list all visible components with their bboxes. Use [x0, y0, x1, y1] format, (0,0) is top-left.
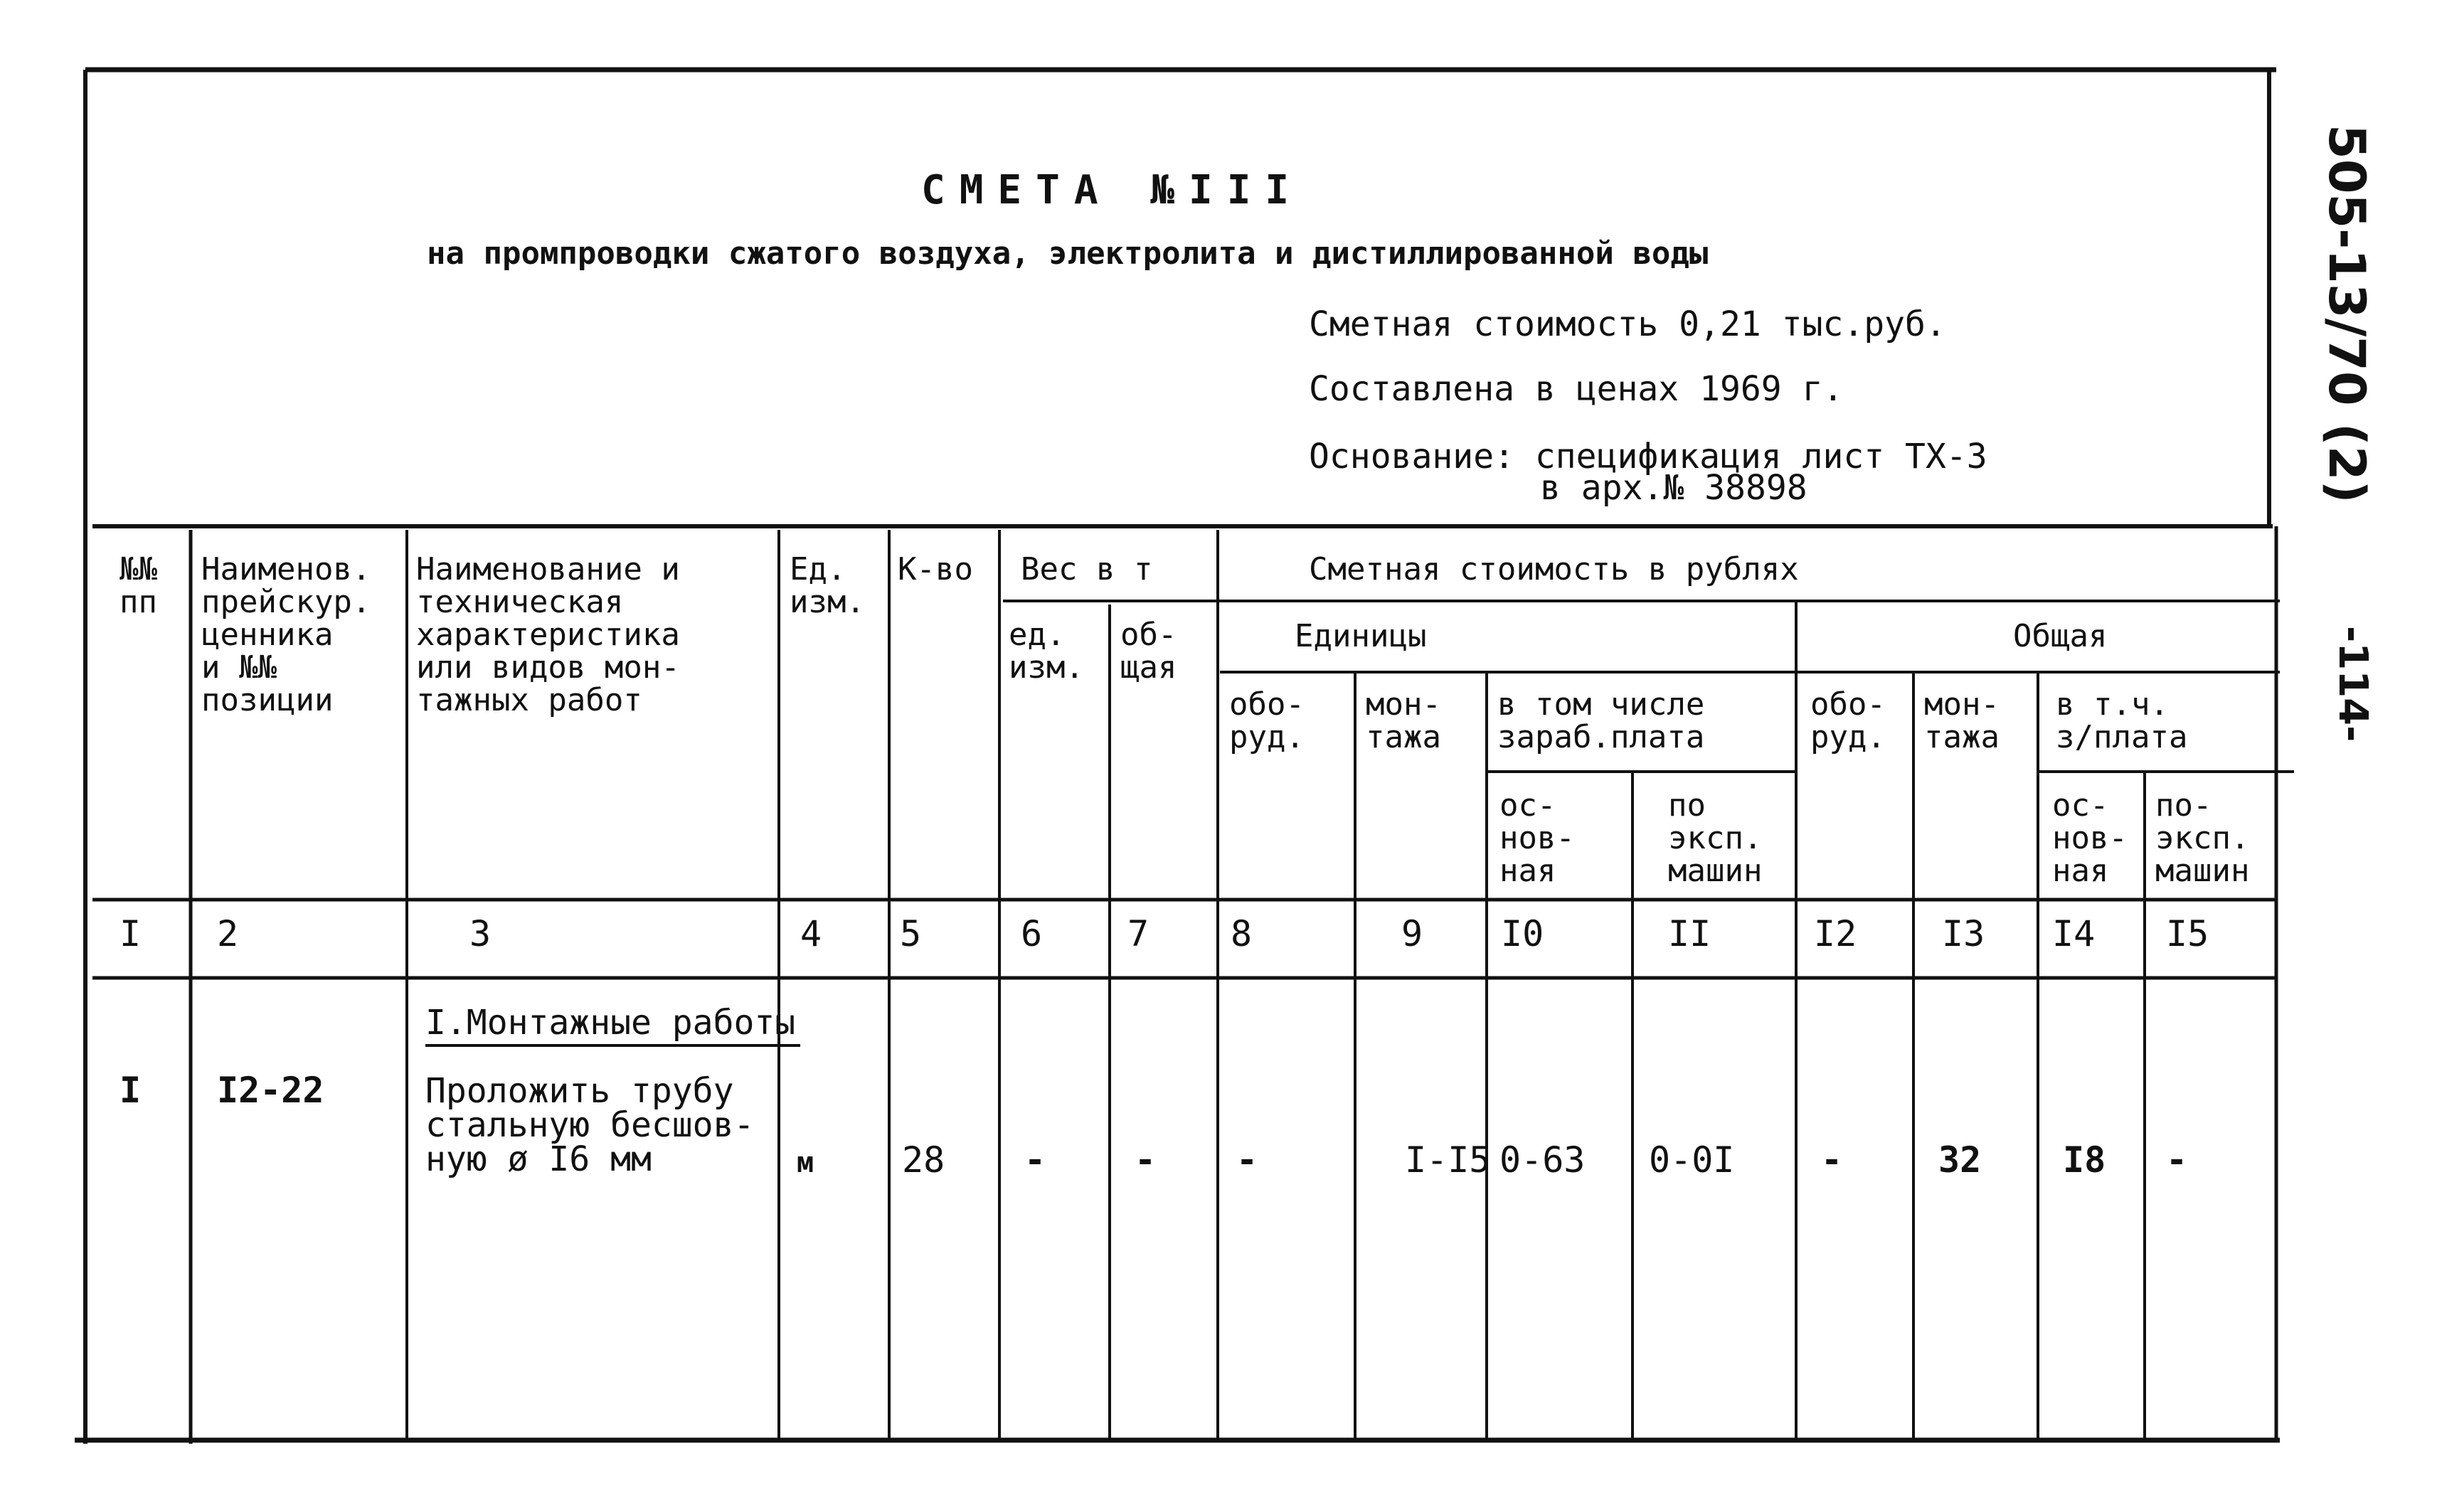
row-total-wage-base: I8: [2063, 1139, 2106, 1181]
header-wage-total-group: в т.ч. з/плата: [2056, 686, 2188, 755]
header-col-8: обо- руд.: [1229, 686, 1305, 755]
header-col-10: ос- нов- ная: [1499, 787, 1575, 889]
row-number: I: [120, 1070, 142, 1111]
header-wage-group: в том числе зараб.плата: [1497, 686, 1705, 755]
header-col-13: мон- тажа: [1924, 686, 2000, 755]
row-unit-equipment: -: [1236, 1139, 1258, 1181]
header-col-11: по эксп. машин: [1668, 787, 1763, 889]
row-total-wage-machines: -: [2166, 1139, 2188, 1181]
row-weight-total: -: [1135, 1139, 1157, 1181]
header-col-2: Наименов. прейскур. ценника и №№ позиции: [201, 551, 371, 718]
column-number-12: I2: [1814, 913, 1857, 954]
header-col-6: ед. изм.: [1009, 617, 1084, 686]
basis-line-2: в арх.№ 38898: [1540, 468, 1807, 508]
page-number: -114-: [2330, 626, 2376, 742]
price-basis: Составлена в ценах 1969 г.: [1309, 369, 1844, 409]
column-number-11: II: [1668, 913, 1711, 954]
column-number-10: I0: [1501, 913, 1544, 954]
document-title: СМЕТА №III: [921, 167, 1304, 213]
row-unit-wage-machines: 0-0I: [1649, 1139, 1735, 1181]
header-cost-group: Сметная стоимость в рублях: [1309, 551, 1799, 587]
column-number-7: 7: [1127, 913, 1150, 954]
header-unit-group: Единицы: [1295, 618, 1427, 654]
column-number-2: 2: [217, 913, 239, 954]
row-total-equipment: -: [1821, 1139, 1843, 1181]
row-price-code: I2-22: [217, 1070, 324, 1111]
column-number-1: I: [120, 913, 142, 954]
basis-line-1: Основание: спецификация лист ТХ-3: [1309, 437, 1987, 477]
header-col-1: №№ пп: [120, 551, 157, 620]
estimated-cost: Сметная стоимость 0,21 тыс.руб.: [1309, 304, 1946, 344]
header-col-9: мон- тажа: [1366, 686, 1441, 755]
header-col-14: ос- нов- ная: [2052, 787, 2128, 889]
column-number-6: 6: [1021, 913, 1043, 954]
column-number-3: 3: [469, 913, 492, 954]
section-title: I.Монтажные работы: [425, 1003, 796, 1043]
column-number-8: 8: [1231, 913, 1253, 954]
row-description: Проложить трубу стальную бесшов- ную ø I6 мм: [425, 1071, 755, 1179]
column-number-5: 5: [900, 913, 922, 954]
header-total-group: Общая: [2013, 618, 2108, 654]
column-number-15: I5: [2166, 913, 2209, 954]
header-weight-group: Вес в т: [1021, 551, 1153, 587]
column-number-13: I3: [1942, 913, 1985, 954]
archive-code: 505-13/70 (2): [2317, 124, 2376, 504]
row-unit-installation: I-I5: [1405, 1139, 1491, 1181]
header-col-5: К-во: [898, 551, 973, 587]
column-number-4: 4: [800, 913, 822, 954]
row-unit: м: [797, 1146, 814, 1179]
header-col-4: Ед. изм.: [790, 551, 865, 620]
row-total-installation: 32: [1938, 1139, 1982, 1181]
row-weight-unit: -: [1024, 1139, 1046, 1181]
header-col-15: по- эксп. машин: [2155, 787, 2250, 889]
column-number-14: I4: [2052, 913, 2096, 954]
column-number-9: 9: [1401, 913, 1423, 954]
header-col-12: обо- руд.: [1810, 686, 1886, 755]
row-unit-wage-base: 0-63: [1499, 1139, 1586, 1181]
row-quantity: 28: [902, 1139, 945, 1181]
header-col-7: об- щая: [1120, 617, 1177, 686]
header-col-3: Наименование и техническая характеристика или видов мон- тажных работ: [416, 551, 680, 718]
document-subtitle: на промпроводки сжатого воздуха, электролита и дистиллированной воды: [427, 235, 1709, 272]
